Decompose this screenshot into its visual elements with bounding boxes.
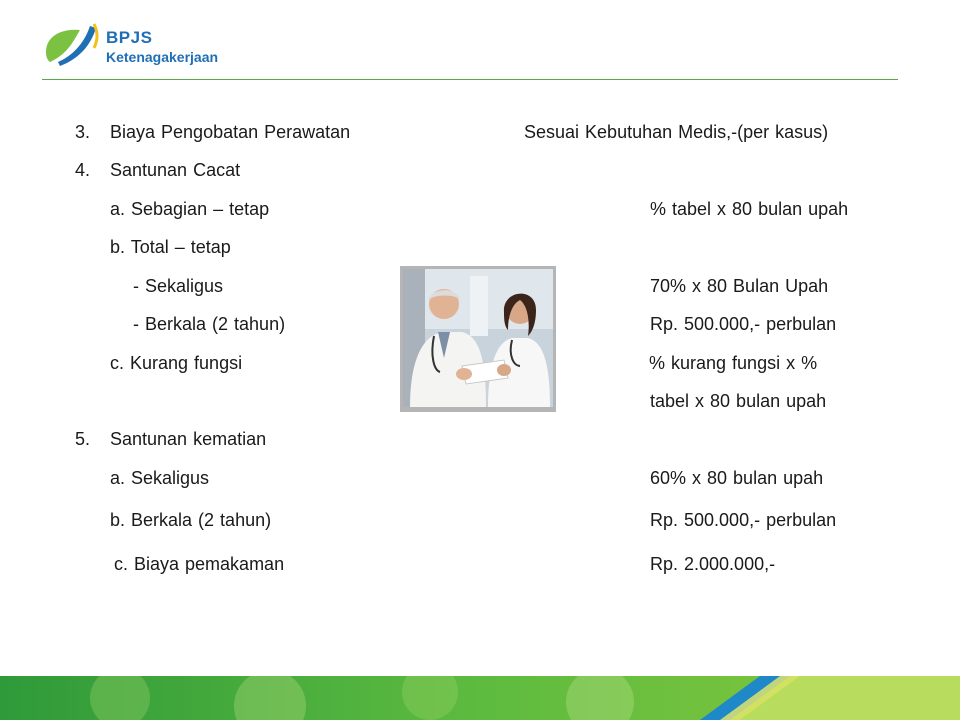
bpjs-logo bbox=[44, 22, 244, 68]
item-4b2-value: Rp. 500.000,- perbulan bbox=[650, 314, 837, 334]
item-5-number: 5. bbox=[75, 429, 91, 449]
doctors-photo bbox=[400, 266, 556, 412]
item-5-label: Santunan kematian bbox=[110, 429, 267, 449]
item-3-label: Biaya Pengobatan Perawatan bbox=[110, 122, 351, 142]
item-3-number: 3. bbox=[75, 122, 91, 142]
item-5a-label: a. Sekaligus bbox=[110, 468, 210, 488]
header-divider bbox=[42, 79, 898, 80]
item-3-value: Sesuai Kebutuhan Medis,-(per kasus) bbox=[524, 122, 829, 142]
item-4b1-value: 70% x 80 Bulan Upah bbox=[650, 276, 829, 296]
item-4c-value-line2: tabel x 80 bulan upah bbox=[650, 391, 827, 411]
item-4a-label: a. Sebagian – tetap bbox=[110, 199, 270, 219]
item-4-label: Santunan Cacat bbox=[110, 160, 241, 180]
item-5b-value: Rp. 500.000,- perbulan bbox=[650, 510, 837, 530]
item-4b1-label: - Sekaligus bbox=[133, 276, 224, 296]
item-4c-label: c. Kurang fungsi bbox=[110, 353, 243, 373]
item-4a-value: % tabel x 80 bulan upah bbox=[650, 199, 849, 219]
doctors-photo-icon bbox=[400, 266, 556, 412]
footer-band bbox=[0, 676, 960, 720]
item-4c-value-line1: % kurang fungsi x % bbox=[649, 353, 818, 373]
item-5b-label: b. Berkala (2 tahun) bbox=[110, 510, 272, 530]
bpjs-logo-mark-icon bbox=[44, 22, 104, 68]
item-4b-label: b. Total – tetap bbox=[110, 237, 231, 257]
item-5c-label: c. Biaya pemakaman bbox=[114, 554, 285, 574]
logo-subtitle: Ketenagakerjaan bbox=[106, 49, 219, 65]
logo-title: BPJS bbox=[106, 28, 153, 47]
item-5a-value: 60% x 80 bulan upah bbox=[650, 468, 824, 488]
item-5c-value: Rp. 2.000.000,- bbox=[650, 554, 776, 574]
item-4-number: 4. bbox=[75, 160, 91, 180]
item-4b2-label: - Berkala (2 tahun) bbox=[133, 314, 286, 334]
